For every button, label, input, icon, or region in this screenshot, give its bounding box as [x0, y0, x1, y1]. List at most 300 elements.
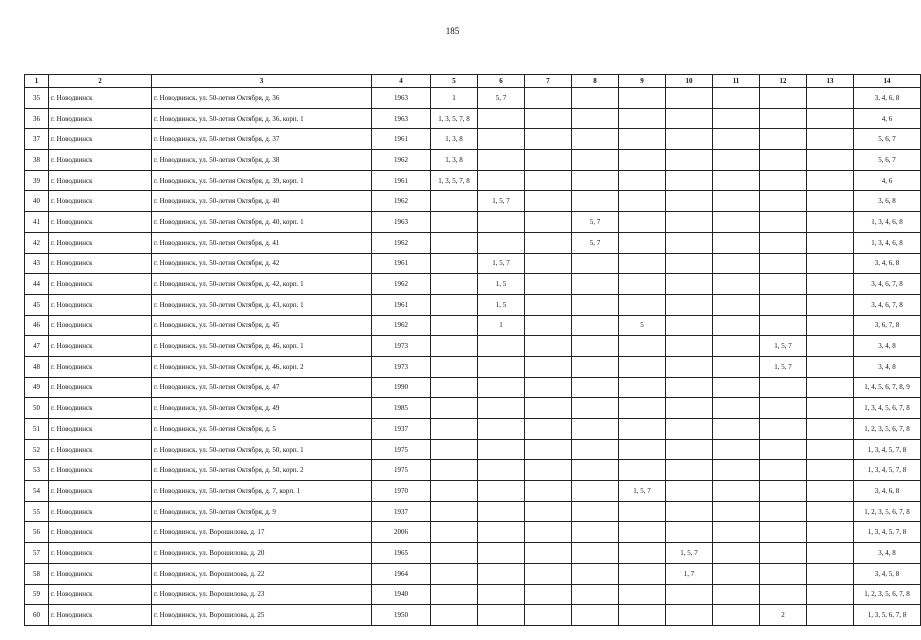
col-14-cell: 1, 3, 4, 5, 7, 8 [854, 439, 921, 460]
settlement-cell: г. Новодвинск [49, 336, 152, 357]
col-8-cell [572, 522, 619, 543]
table-row [25, 605, 921, 626]
col-12-cell [760, 377, 807, 398]
col-14-cell: 1, 3, 4, 5, 7, 8 [854, 522, 921, 543]
col-6-cell [478, 377, 525, 398]
column-header-12: 12 [760, 75, 807, 88]
col-6-cell: 1 [478, 315, 525, 336]
col-14-cell: 3, 6, 7, 8 [854, 315, 921, 336]
col-6-cell: 5, 7 [478, 88, 525, 109]
address-cell: г. Новодвинск, ул. 50-летия Октября, д. 36 [152, 88, 372, 109]
col-8-cell [572, 191, 619, 212]
col-14-cell: 3, 6, 8 [854, 191, 921, 212]
col-7-cell [525, 377, 572, 398]
settlement-cell: г. Новодвинск [49, 481, 152, 502]
col-11-cell [713, 439, 760, 460]
address-cell: г. Новодвинск, ул. 50-летия Октября, д. 47 [152, 377, 372, 398]
col-5-cell [431, 315, 478, 336]
column-header-4: 4 [372, 75, 431, 88]
settlement-cell: г. Новодвинск [49, 501, 152, 522]
col-8-cell [572, 274, 619, 295]
col-11-cell [713, 398, 760, 419]
col-5-cell [431, 191, 478, 212]
row-number: 46 [25, 315, 49, 336]
col-10-cell [666, 336, 713, 357]
col-13-cell [807, 398, 854, 419]
col-10-cell [666, 294, 713, 315]
year-cell: 1973 [372, 336, 431, 357]
col-8-cell [572, 501, 619, 522]
row-number: 55 [25, 501, 49, 522]
settlement-cell: г. Новодвинск [49, 419, 152, 440]
col-14-cell: 3, 4, 6, 8 [854, 481, 921, 502]
col-11-cell [713, 274, 760, 295]
col-6-cell: 1, 5, 7 [478, 253, 525, 274]
col-13-cell [807, 88, 854, 109]
col-10-cell [666, 522, 713, 543]
col-14-cell: 4, 6 [854, 170, 921, 191]
col-5-cell [431, 460, 478, 481]
col-13-cell [807, 439, 854, 460]
col-10-cell: 1, 5, 7 [666, 543, 713, 564]
year-cell: 1975 [372, 439, 431, 460]
col-9-cell [619, 584, 666, 605]
col-14-cell: 3, 4, 6, 8 [854, 88, 921, 109]
table-row [25, 150, 921, 171]
col-14-cell: 1, 3, 4, 6, 8 [854, 232, 921, 253]
table-body [25, 88, 921, 626]
col-7-cell [525, 274, 572, 295]
row-number: 40 [25, 191, 49, 212]
col-14-cell: 3, 4, 8 [854, 543, 921, 564]
col-12-cell [760, 481, 807, 502]
row-number: 48 [25, 356, 49, 377]
settlement-cell: г. Новодвинск [49, 460, 152, 481]
settlement-cell: г. Новодвинск [49, 605, 152, 626]
col-7-cell [525, 191, 572, 212]
address-cell: г. Новодвинск, ул. Ворошилова, д. 25 [152, 605, 372, 626]
table-row [25, 336, 921, 357]
col-9-cell [619, 336, 666, 357]
col-10-cell [666, 170, 713, 191]
year-cell: 1962 [372, 150, 431, 171]
col-5-cell: 1 [431, 88, 478, 109]
table-row [25, 356, 921, 377]
col-11-cell [713, 294, 760, 315]
col-10-cell [666, 191, 713, 212]
col-8-cell [572, 129, 619, 150]
col-12-cell [760, 88, 807, 109]
col-11-cell [713, 336, 760, 357]
settlement-cell: г. Новодвинск [49, 584, 152, 605]
col-6-cell: 1, 5 [478, 274, 525, 295]
col-8-cell [572, 377, 619, 398]
col-11-cell [713, 191, 760, 212]
col-11-cell [713, 232, 760, 253]
col-5-cell [431, 356, 478, 377]
col-5-cell [431, 398, 478, 419]
settlement-cell: г. Новодвинск [49, 439, 152, 460]
col-10-cell [666, 274, 713, 295]
table-row [25, 543, 921, 564]
col-14-cell: 3, 4, 8 [854, 336, 921, 357]
col-12-cell [760, 584, 807, 605]
col-8-cell [572, 253, 619, 274]
col-8-cell [572, 150, 619, 171]
row-number: 50 [25, 398, 49, 419]
settlement-cell: г. Новодвинск [49, 170, 152, 191]
col-9-cell [619, 232, 666, 253]
column-header-13: 13 [807, 75, 854, 88]
year-cell: 1962 [372, 232, 431, 253]
col-12-cell [760, 253, 807, 274]
col-6-cell [478, 605, 525, 626]
row-number: 38 [25, 150, 49, 171]
col-6-cell [478, 543, 525, 564]
address-cell: г. Новодвинск, ул. 50-летия Октября, д. 39, корп. 1 [152, 170, 372, 191]
col-11-cell [713, 481, 760, 502]
address-cell: г. Новодвинск, ул. 50-летия Октября, д. 40, корп. 1 [152, 212, 372, 233]
col-5-cell [431, 294, 478, 315]
year-cell: 1965 [372, 543, 431, 564]
col-12-cell [760, 170, 807, 191]
settlement-cell: г. Новодвинск [49, 191, 152, 212]
col-7-cell [525, 356, 572, 377]
col-9-cell [619, 150, 666, 171]
col-14-cell: 3, 4, 5, 8 [854, 563, 921, 584]
col-10-cell [666, 150, 713, 171]
year-cell: 1962 [372, 274, 431, 295]
year-cell: 1970 [372, 481, 431, 502]
col-13-cell [807, 294, 854, 315]
col-12-cell [760, 274, 807, 295]
col-12-cell [760, 563, 807, 584]
col-7-cell [525, 398, 572, 419]
col-9-cell [619, 460, 666, 481]
col-9-cell [619, 253, 666, 274]
col-7-cell [525, 439, 572, 460]
address-cell: г. Новодвинск, ул. 50-летия Октября, д. 38 [152, 150, 372, 171]
col-12-cell: 2 [760, 605, 807, 626]
col-14-cell: 1, 2, 3, 5, 6, 7, 8 [854, 584, 921, 605]
col-14-cell: 1, 3, 4, 5, 7, 8 [854, 460, 921, 481]
col-10-cell [666, 108, 713, 129]
col-9-cell [619, 522, 666, 543]
table-row [25, 88, 921, 109]
col-6-cell [478, 212, 525, 233]
year-cell: 1990 [372, 377, 431, 398]
settlement-cell: г. Новодвинск [49, 150, 152, 171]
col-13-cell [807, 605, 854, 626]
col-11-cell [713, 522, 760, 543]
address-cell: г. Новодвинск, ул. 50-летия Октября, д. 40 [152, 191, 372, 212]
col-11-cell [713, 253, 760, 274]
address-cell: г. Новодвинск, ул. Ворошилова, д. 17 [152, 522, 372, 543]
col-5-cell [431, 439, 478, 460]
col-7-cell [525, 419, 572, 440]
col-14-cell: 3, 4, 6, 7, 8 [854, 274, 921, 295]
col-10-cell [666, 398, 713, 419]
col-8-cell: 5, 7 [572, 232, 619, 253]
settlement-cell: г. Новодвинск [49, 253, 152, 274]
year-cell: 1950 [372, 605, 431, 626]
address-cell: г. Новодвинск, ул. 50-летия Октября, д. 36, корп. 1 [152, 108, 372, 129]
table-row [25, 481, 921, 502]
column-header-10: 10 [666, 75, 713, 88]
year-cell: 1961 [372, 294, 431, 315]
col-9-cell [619, 543, 666, 564]
col-10-cell [666, 584, 713, 605]
col-12-cell [760, 108, 807, 129]
col-11-cell [713, 419, 760, 440]
col-8-cell [572, 88, 619, 109]
col-14-cell: 1, 2, 3, 5, 6, 7, 8 [854, 501, 921, 522]
year-cell: 1963 [372, 108, 431, 129]
row-number: 41 [25, 212, 49, 233]
col-12-cell [760, 501, 807, 522]
col-11-cell [713, 460, 760, 481]
row-number: 47 [25, 336, 49, 357]
row-number: 42 [25, 232, 49, 253]
col-6-cell [478, 563, 525, 584]
address-cell: г. Новодвинск, ул. 50-летия Октября, д. 50, корп. 1 [152, 439, 372, 460]
col-9-cell [619, 274, 666, 295]
col-5-cell [431, 584, 478, 605]
col-8-cell [572, 398, 619, 419]
col-12-cell [760, 543, 807, 564]
col-9-cell: 5 [619, 315, 666, 336]
col-13-cell [807, 481, 854, 502]
col-13-cell [807, 377, 854, 398]
col-14-cell: 4, 6 [854, 108, 921, 129]
col-11-cell [713, 563, 760, 584]
col-6-cell [478, 419, 525, 440]
row-number: 59 [25, 584, 49, 605]
col-10-cell [666, 439, 713, 460]
address-cell: г. Новодвинск, ул. Ворошилова, д. 23 [152, 584, 372, 605]
col-13-cell [807, 170, 854, 191]
year-cell: 1963 [372, 212, 431, 233]
col-8-cell [572, 336, 619, 357]
col-5-cell [431, 232, 478, 253]
col-5-cell [431, 274, 478, 295]
col-11-cell [713, 584, 760, 605]
col-12-cell: 1, 5, 7 [760, 336, 807, 357]
col-5-cell: 1, 3, 8 [431, 150, 478, 171]
column-header-14: 14 [854, 75, 921, 88]
col-6-cell [478, 108, 525, 129]
settlement-cell: г. Новодвинск [49, 563, 152, 584]
col-7-cell [525, 88, 572, 109]
column-header-7: 7 [525, 75, 572, 88]
col-6-cell [478, 129, 525, 150]
col-12-cell [760, 439, 807, 460]
col-11-cell [713, 315, 760, 336]
housing-registry-table [24, 74, 921, 626]
settlement-cell: г. Новодвинск [49, 315, 152, 336]
settlement-cell: г. Новодвинск [49, 294, 152, 315]
col-9-cell [619, 108, 666, 129]
row-number: 60 [25, 605, 49, 626]
col-13-cell [807, 253, 854, 274]
col-12-cell [760, 294, 807, 315]
col-5-cell [431, 481, 478, 502]
col-10-cell [666, 377, 713, 398]
col-6-cell: 1, 5, 7 [478, 191, 525, 212]
col-7-cell [525, 150, 572, 171]
col-7-cell [525, 460, 572, 481]
col-10-cell [666, 460, 713, 481]
table-row [25, 563, 921, 584]
col-8-cell [572, 439, 619, 460]
col-13-cell [807, 212, 854, 233]
table-row [25, 584, 921, 605]
col-13-cell [807, 274, 854, 295]
table-row [25, 419, 921, 440]
col-11-cell [713, 356, 760, 377]
settlement-cell: г. Новодвинск [49, 88, 152, 109]
col-6-cell [478, 522, 525, 543]
col-7-cell [525, 315, 572, 336]
col-5-cell [431, 377, 478, 398]
col-8-cell [572, 460, 619, 481]
year-cell: 1985 [372, 398, 431, 419]
col-6-cell [478, 356, 525, 377]
address-cell: г. Новодвинск, ул. Ворошилова, д. 20 [152, 543, 372, 564]
col-11-cell [713, 605, 760, 626]
col-6-cell [478, 439, 525, 460]
col-7-cell [525, 563, 572, 584]
col-9-cell: 1, 5, 7 [619, 481, 666, 502]
table-header-row [25, 75, 921, 88]
row-number: 43 [25, 253, 49, 274]
address-cell: г. Новодвинск, ул. 50-летия Октября, д. 42, корп. 1 [152, 274, 372, 295]
col-5-cell [431, 563, 478, 584]
year-cell: 1964 [372, 563, 431, 584]
col-14-cell: 1, 4, 5, 6, 7, 8, 9 [854, 377, 921, 398]
col-6-cell [478, 584, 525, 605]
col-9-cell [619, 129, 666, 150]
col-11-cell [713, 377, 760, 398]
col-13-cell [807, 522, 854, 543]
col-12-cell [760, 212, 807, 233]
col-7-cell [525, 129, 572, 150]
col-11-cell [713, 129, 760, 150]
col-8-cell [572, 563, 619, 584]
column-header-3: 3 [152, 75, 372, 88]
col-5-cell [431, 543, 478, 564]
col-6-cell [478, 481, 525, 502]
address-cell: г. Новодвинск, ул. 50-летия Октября, д. 43, корп. 1 [152, 294, 372, 315]
col-5-cell [431, 253, 478, 274]
row-number: 35 [25, 88, 49, 109]
col-10-cell [666, 315, 713, 336]
row-number: 49 [25, 377, 49, 398]
col-8-cell [572, 481, 619, 502]
col-6-cell [478, 460, 525, 481]
col-14-cell: 5, 6, 7 [854, 150, 921, 171]
table-row [25, 377, 921, 398]
settlement-cell: г. Новодвинск [49, 543, 152, 564]
col-10-cell [666, 212, 713, 233]
col-11-cell [713, 501, 760, 522]
table-row [25, 439, 921, 460]
col-5-cell [431, 419, 478, 440]
col-9-cell [619, 439, 666, 460]
col-10-cell [666, 88, 713, 109]
column-header-9: 9 [619, 75, 666, 88]
col-9-cell [619, 212, 666, 233]
row-number: 45 [25, 294, 49, 315]
address-cell: г. Новодвинск, ул. 50-летия Октября, д. 50, корп. 2 [152, 460, 372, 481]
col-10-cell [666, 232, 713, 253]
col-9-cell [619, 191, 666, 212]
year-cell: 1962 [372, 191, 431, 212]
column-header-2: 2 [49, 75, 152, 88]
col-6-cell [478, 150, 525, 171]
year-cell: 1937 [372, 419, 431, 440]
address-cell: г. Новодвинск, ул. 50-летия Октября, д. 9 [152, 501, 372, 522]
col-12-cell: 1, 5, 7 [760, 356, 807, 377]
table-row [25, 108, 921, 129]
col-5-cell: 1, 3, 5, 7, 8 [431, 170, 478, 191]
address-cell: г. Новодвинск, ул. 50-летия Октября, д. 5 [152, 419, 372, 440]
col-6-cell [478, 398, 525, 419]
settlement-cell: г. Новодвинск [49, 212, 152, 233]
table-row [25, 212, 921, 233]
col-13-cell [807, 232, 854, 253]
year-cell: 1961 [372, 129, 431, 150]
col-13-cell [807, 543, 854, 564]
col-13-cell [807, 563, 854, 584]
table-row [25, 170, 921, 191]
row-number: 39 [25, 170, 49, 191]
col-10-cell [666, 356, 713, 377]
settlement-cell: г. Новодвинск [49, 274, 152, 295]
col-14-cell: 1, 3, 4, 6, 8 [854, 212, 921, 233]
col-7-cell [525, 336, 572, 357]
col-13-cell [807, 129, 854, 150]
row-number: 44 [25, 274, 49, 295]
address-cell: г. Новодвинск, ул. Ворошилова, д. 22 [152, 563, 372, 584]
col-8-cell [572, 605, 619, 626]
row-number: 58 [25, 563, 49, 584]
settlement-cell: г. Новодвинск [49, 377, 152, 398]
col-7-cell [525, 605, 572, 626]
table-row [25, 398, 921, 419]
col-7-cell [525, 108, 572, 129]
col-13-cell [807, 336, 854, 357]
col-8-cell: 5, 7 [572, 212, 619, 233]
settlement-cell: г. Новодвинск [49, 108, 152, 129]
col-14-cell: 3, 4, 6, 8 [854, 253, 921, 274]
address-cell: г. Новодвинск, ул. 50-летия Октября, д. 49 [152, 398, 372, 419]
year-cell: 1961 [372, 253, 431, 274]
col-13-cell [807, 191, 854, 212]
row-number: 52 [25, 439, 49, 460]
col-9-cell [619, 170, 666, 191]
settlement-cell: г. Новодвинск [49, 129, 152, 150]
col-11-cell [713, 170, 760, 191]
col-6-cell: 1, 5 [478, 294, 525, 315]
table-row [25, 253, 921, 274]
col-12-cell [760, 522, 807, 543]
column-header-11: 11 [713, 75, 760, 88]
row-number: 36 [25, 108, 49, 129]
col-8-cell [572, 419, 619, 440]
column-header-8: 8 [572, 75, 619, 88]
col-7-cell [525, 522, 572, 543]
